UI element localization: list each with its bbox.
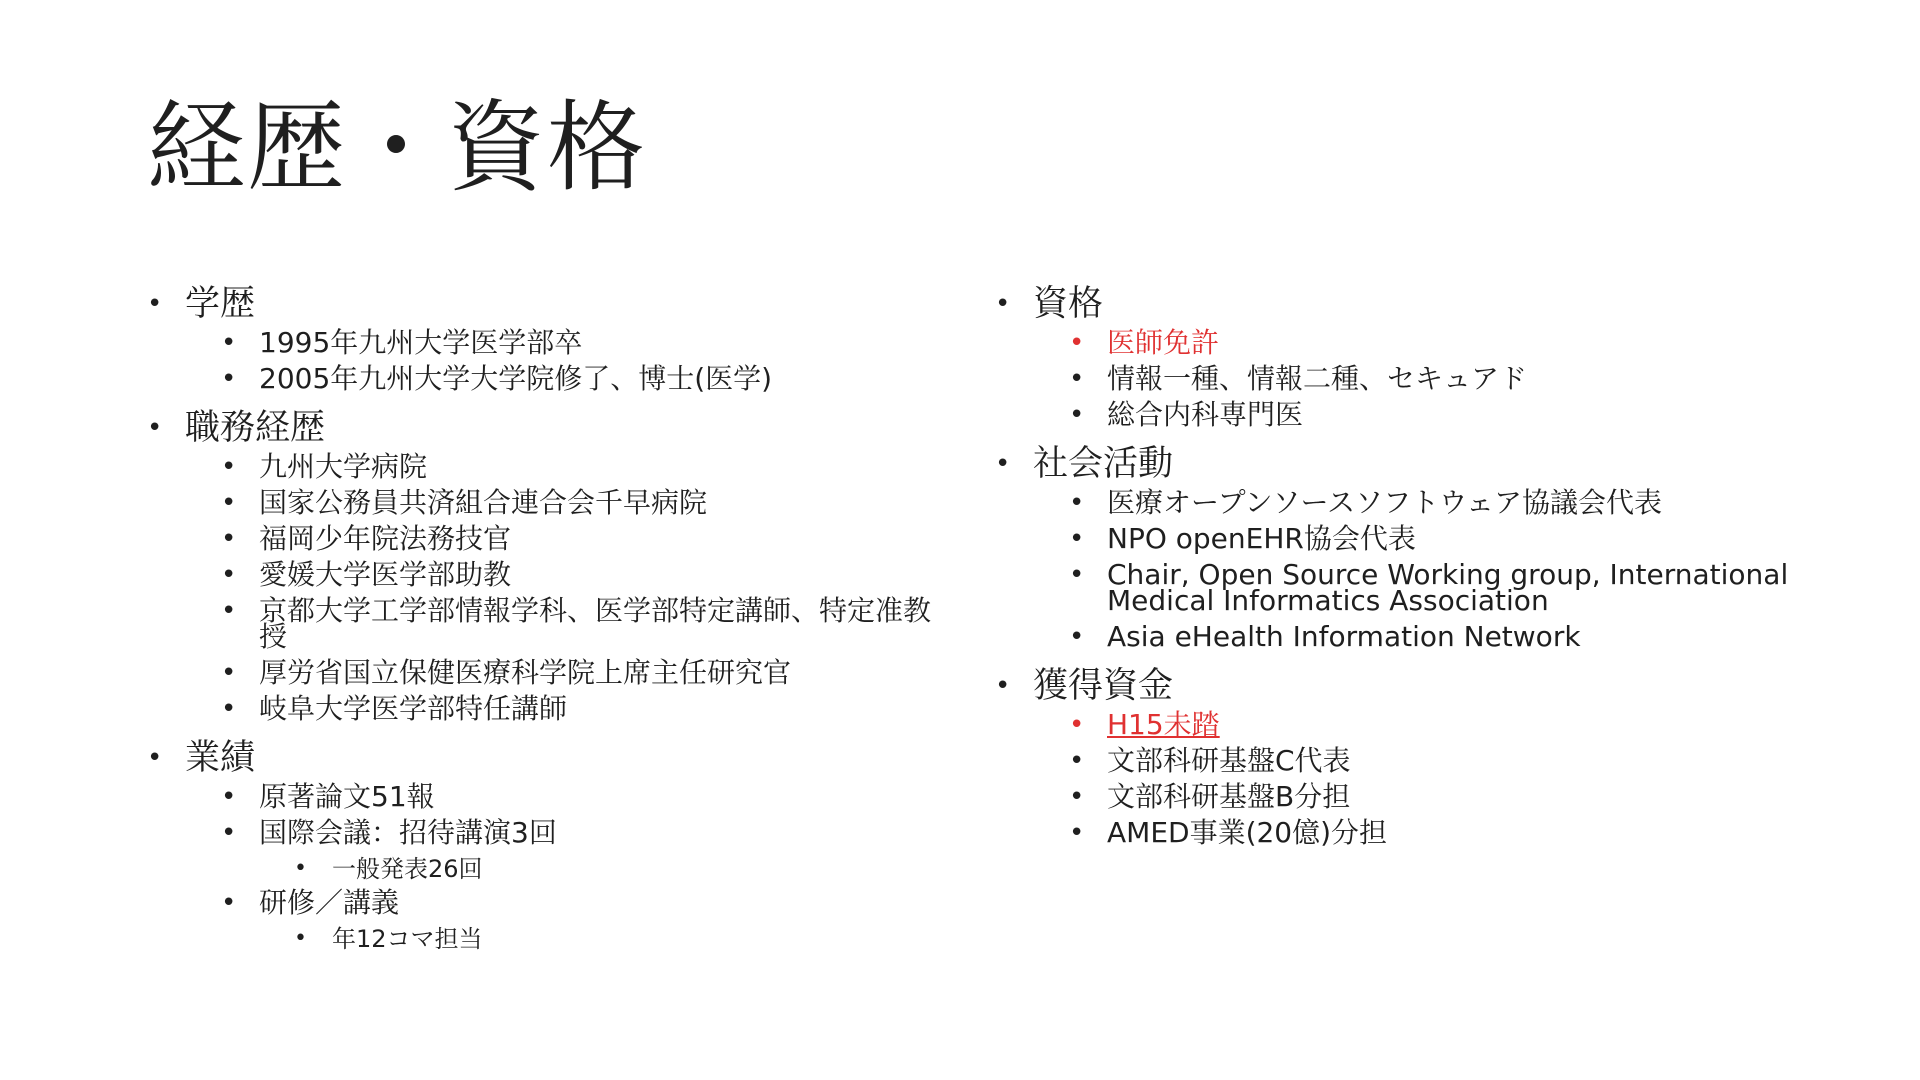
achievement-item: 原著論文51報 bbox=[259, 780, 435, 813]
list-item bbox=[221, 521, 947, 557]
list-item bbox=[1069, 619, 1875, 655]
bullet-icon: • bbox=[294, 926, 307, 951]
list-item bbox=[221, 485, 947, 521]
list-item-achievements bbox=[147, 737, 947, 779]
list-item bbox=[221, 361, 947, 397]
list-item bbox=[221, 593, 947, 655]
qualification-item: 医師免許 bbox=[1107, 326, 1220, 359]
section-heading: 学歴 bbox=[185, 284, 256, 324]
list-item bbox=[1069, 397, 1875, 433]
list-item-social bbox=[995, 443, 1875, 485]
bullet-icon: • bbox=[221, 782, 237, 812]
bullet-icon: • bbox=[221, 596, 237, 626]
bullet-icon: • bbox=[147, 413, 163, 443]
bullet-icon: • bbox=[995, 449, 1011, 479]
bullet-icon: • bbox=[221, 488, 237, 518]
social-item: 医療オープンソースソフトウェア協議会代表 bbox=[1107, 486, 1662, 519]
list-item bbox=[221, 557, 947, 593]
social-item: Asia eHealth Information Network bbox=[1107, 620, 1581, 653]
bullet-icon: • bbox=[221, 328, 237, 358]
bullet-icon: • bbox=[221, 658, 237, 688]
funding-item: AMED事業(20億)分担 bbox=[1107, 816, 1388, 849]
career-item: 岐阜大学医学部特任講師 bbox=[259, 692, 568, 725]
bullet-icon: • bbox=[147, 743, 163, 773]
right-column bbox=[995, 283, 1875, 851]
bullet-icon: • bbox=[1069, 746, 1085, 776]
list-item-education bbox=[147, 283, 947, 325]
section-heading: 職務経歴 bbox=[185, 408, 326, 448]
list-item-highlighted bbox=[1069, 325, 1875, 361]
list-item bbox=[1069, 521, 1875, 557]
list-item bbox=[1069, 743, 1875, 779]
bullet-icon: • bbox=[221, 364, 237, 394]
list-item-highlighted bbox=[1069, 707, 1875, 743]
social-item: NPO openEHR協会代表 bbox=[1107, 522, 1416, 555]
bullet-icon: • bbox=[1069, 782, 1085, 812]
career-item: 京都大学工学部情報学科、医学部特定講師、特定准教授 bbox=[259, 594, 932, 653]
list-item bbox=[221, 779, 947, 815]
achievement-item: 国際会議：招待講演3回 bbox=[259, 816, 557, 849]
list-item bbox=[1069, 779, 1875, 815]
list-item bbox=[1069, 485, 1875, 521]
bullet-icon: • bbox=[221, 818, 237, 848]
achievement-subitem: 年12コマ担当 bbox=[332, 925, 483, 953]
achievement-subitem: 一般発表26回 bbox=[332, 855, 483, 883]
career-item: 国家公務員共済組合連合会千早病院 bbox=[259, 486, 708, 519]
social-item: Chair, Open Source Working group, International Medical Informatics Association bbox=[1107, 558, 1789, 617]
sub-list-item bbox=[294, 853, 947, 885]
achievement-item: 研修／講義 bbox=[259, 886, 400, 919]
bullet-icon: • bbox=[1069, 328, 1085, 358]
bullet-icon: • bbox=[1069, 400, 1085, 430]
list-item-funding bbox=[995, 665, 1875, 707]
section-heading: 獲得資金 bbox=[1033, 666, 1174, 706]
career-item: 九州大学病院 bbox=[259, 450, 428, 483]
bullet-icon: • bbox=[1069, 818, 1085, 848]
qualification-item: 総合内科専門医 bbox=[1107, 398, 1304, 431]
career-item: 厚労省国立保健医療科学院上席主任研究官 bbox=[259, 656, 792, 689]
bullet-icon: • bbox=[294, 856, 307, 881]
bullet-icon: • bbox=[1069, 488, 1085, 518]
list-item bbox=[221, 325, 947, 361]
list-item bbox=[221, 815, 947, 851]
career-item: 愛媛大学医学部助教 bbox=[259, 558, 512, 591]
bullet-icon: • bbox=[995, 289, 1011, 319]
bullet-icon: • bbox=[1069, 560, 1085, 590]
section-heading: 社会活動 bbox=[1033, 444, 1174, 484]
bullet-icon: • bbox=[1069, 364, 1085, 394]
list-item-career bbox=[147, 407, 947, 449]
bullet-icon: • bbox=[1069, 622, 1085, 652]
list-item bbox=[221, 655, 947, 691]
bullet-icon: • bbox=[221, 452, 237, 482]
bullet-icon: • bbox=[147, 289, 163, 319]
funding-item: H15未踏 bbox=[1107, 708, 1220, 741]
bullet-icon: • bbox=[995, 671, 1011, 701]
section-heading: 資格 bbox=[1033, 284, 1104, 324]
list-item bbox=[1069, 815, 1875, 851]
education-item: 2005年九州大学大学院修了、博士(医学) bbox=[259, 362, 773, 395]
career-item: 福岡少年院法務技官 bbox=[259, 522, 512, 555]
funding-item: 文部科研基盤C代表 bbox=[1107, 744, 1351, 777]
sub-list-item bbox=[294, 923, 947, 955]
funding-item: 文部科研基盤B分担 bbox=[1107, 780, 1351, 813]
list-item-qualifications bbox=[995, 283, 1875, 325]
qualification-item: 情報一種、情報二種、セキュアド bbox=[1107, 362, 1528, 395]
list-item bbox=[221, 449, 947, 485]
list-item bbox=[1069, 557, 1875, 619]
list-item bbox=[1069, 361, 1875, 397]
bullet-icon: • bbox=[221, 560, 237, 590]
bullet-icon: • bbox=[221, 524, 237, 554]
bullet-icon: • bbox=[1069, 524, 1085, 554]
list-item bbox=[221, 885, 947, 921]
list-item bbox=[221, 691, 947, 727]
left-column bbox=[147, 283, 947, 955]
bullet-icon: • bbox=[1069, 710, 1085, 740]
bullet-icon: • bbox=[221, 694, 237, 724]
section-heading: 業績 bbox=[185, 738, 256, 778]
slide-title: 経歴・資格 bbox=[147, 91, 648, 205]
education-item: 1995年九州大学医学部卒 bbox=[259, 326, 583, 359]
bullet-icon: • bbox=[221, 888, 237, 918]
